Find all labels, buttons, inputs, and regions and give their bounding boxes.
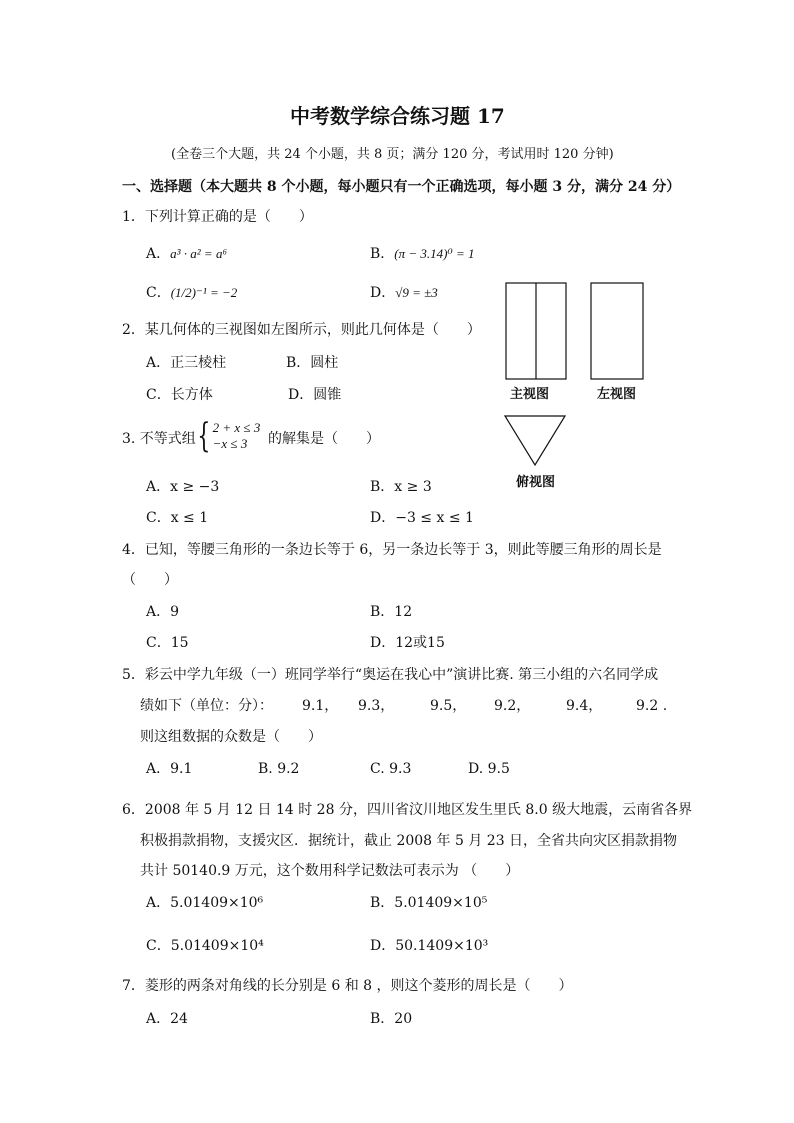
q6-option-b: B．5.01409×10⁵	[370, 895, 488, 911]
q5-option-b: B. 9.2	[258, 761, 300, 777]
q4-stem: 4．已知，等腰三角形的一条边长等于 6，另一条边长等于 3，则此等腰三角形的周长是	[122, 542, 662, 558]
page-title: 中考数学综合练习题 17	[290, 104, 505, 128]
q6-stem: 6．2008 年 5 月 12 日 14 时 28 分，四川省汶川地区发生里氏 8.0 级大地震，云南省各界	[122, 802, 693, 818]
q3-option-d: D．−3 ≤ x ≤ 1	[370, 510, 474, 526]
q4-stem-paren: （ ）	[122, 572, 178, 588]
q6-option-a: A．5.01409×10⁶	[146, 895, 264, 911]
q1-b-expr: (π − 3.14)⁰ = 1	[394, 246, 475, 261]
q5-value: 9.5，	[430, 698, 467, 714]
q5-stem-line2: 绩如下（单位：分）：	[140, 698, 273, 714]
q4-option-c: C．15	[146, 635, 189, 651]
left-view-rect	[591, 283, 643, 379]
q5-option-a: A．9.1	[146, 761, 193, 777]
q3-inequality-2: −x ≤ 3	[212, 436, 248, 451]
q6-option-d: D．50.1409×10³	[370, 938, 489, 954]
q1-stem: 1．下列计算正确的是（ ）	[122, 209, 313, 225]
q1-option-d: D．√9 = ±3	[370, 285, 438, 301]
q3-option-a: A．x ≥ −3	[146, 479, 220, 495]
q6-stem-line3: 共计 50140.9 万元，这个数用科学记数法可表示为 （ ）	[140, 863, 520, 879]
q3-stem-post: 的解集是（ ）	[268, 431, 380, 447]
three-view-figure	[498, 278, 658, 474]
q1-option-c: C．(1/2)⁻¹ = −2	[146, 285, 238, 301]
q1-option-b: B．(π − 3.14)⁰ = 1	[370, 246, 475, 262]
q2-option-d: D．圆锥	[288, 387, 342, 403]
q3-stem-pre: 3. 不等式组	[122, 431, 196, 447]
q1-option-a: A．a³ · a² = a⁶	[146, 246, 227, 262]
q4-option-b: B．12	[370, 604, 413, 620]
q3-option-b: B．x ≥ 3	[370, 479, 432, 495]
q2-option-a: A．正三棱柱	[146, 355, 227, 371]
q1-c-expr: (1/2)⁻¹ = −2	[170, 285, 238, 300]
q2-stem: 2．某几何体的三视图如左图所示，则此几何体是（ ）	[122, 322, 481, 338]
exam-info: (全卷三个大题，共 24 个小题，共 8 页；满分 120 分，考试用时 120 分钟)	[171, 147, 614, 162]
front-view-label: 主视图	[510, 387, 550, 402]
q5-option-c: C. 9.3	[370, 761, 412, 777]
brace-symbol: {	[197, 416, 211, 456]
q5-value: 9.1，	[302, 698, 339, 714]
q5-value: 9.2 .	[636, 698, 668, 714]
q5-value: 9.3，	[358, 698, 395, 714]
left-view-label: 左视图	[597, 387, 637, 402]
q3-inequality-1: 2 + x ≤ 3	[212, 420, 261, 435]
q5-option-d: D. 9.5	[468, 761, 510, 777]
q7-stem: 7．菱形的两条对角线的长分别是 6 和 8 ，则这个菱形的周长是（ ）	[122, 978, 573, 994]
q5-value: 9.2，	[494, 698, 531, 714]
q6-option-c: C．5.01409×10⁴	[146, 938, 264, 954]
q5-stem: 5．彩云中学九年级（一）班同学举行“奥运在我心中”演讲比赛. 第三小组的六名同学成	[122, 667, 659, 683]
q5-stem-line3: 则这组数据的众数是（ ）	[140, 729, 322, 745]
top-view-label: 俯视图	[516, 475, 556, 490]
q2-option-b: B．圆柱	[286, 355, 339, 371]
q2-option-c: C．长方体	[146, 387, 213, 403]
q1-a-expr: a³ · a² = a⁶	[170, 246, 227, 261]
q1-d-expr: √9 = ±3	[395, 285, 438, 300]
q4-option-d: D．12或15	[370, 635, 445, 651]
q6-stem-line2: 积极捐款捐物，支援灾区．据统计，截止 2008 年 5 月 23 日，全省共向灾区捐款捐物	[140, 833, 678, 849]
q3-inequality-system	[193, 416, 261, 456]
q3-option-c: C．x ≤ 1	[146, 510, 209, 526]
q5-value: 9.4，	[566, 698, 603, 714]
q7-option-b: B．20	[370, 1011, 413, 1027]
q7-option-a: A．24	[146, 1011, 188, 1027]
q4-option-a: A．9	[146, 604, 180, 620]
section-header: 一、选择题（本大题共 8 个小题，每小题只有一个正确选项，每小题 3 分，满分 24 分）	[122, 179, 681, 195]
top-view-triangle	[505, 416, 565, 465]
